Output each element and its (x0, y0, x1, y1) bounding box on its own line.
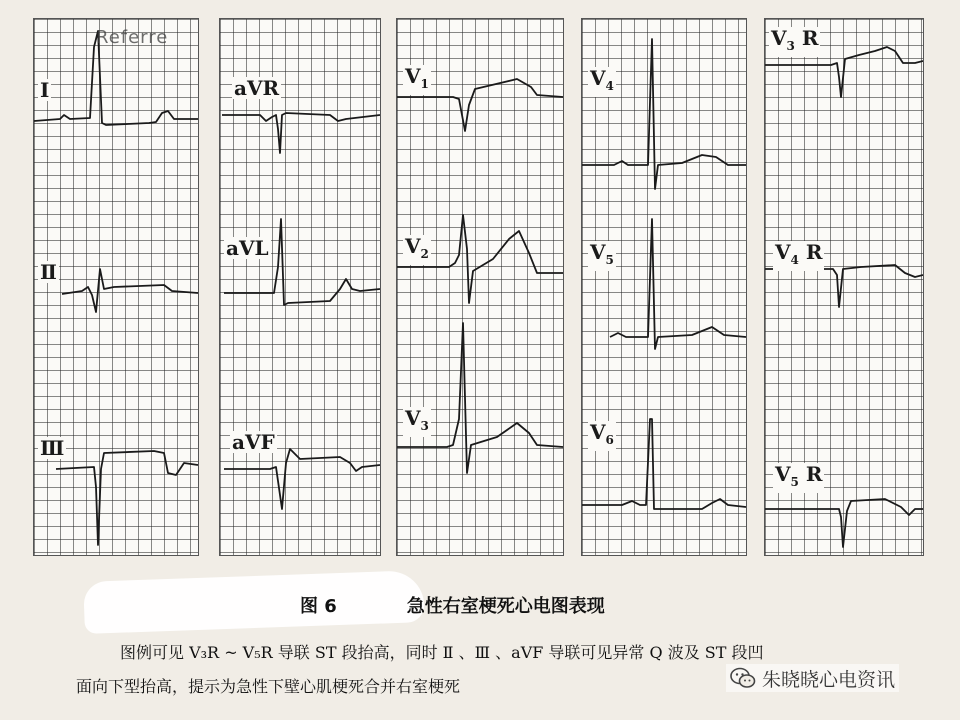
ecg-panel-precordial-1 (396, 18, 564, 556)
lead-label-V4: $V_4$ (588, 67, 616, 97)
trace-lead-aVL (224, 219, 380, 305)
lead-label-V5R: $V_5$ R (773, 463, 824, 493)
lead-label-V4R: $V_4$ R (773, 241, 824, 271)
ecg-panel-augmented (219, 18, 381, 556)
lead-label-aVR: aVR (234, 76, 280, 100)
trace-lead-V3 (397, 323, 563, 473)
lead-label-aVL: aVL (226, 236, 269, 260)
lead-label-III: Ⅲ (40, 436, 65, 460)
lead-label-V2: $V_2$ (403, 235, 431, 265)
trace-lead-II (62, 269, 198, 312)
ecg-traces-v4-v6 (582, 19, 746, 555)
ecg-traces-standard (34, 19, 198, 555)
lead-label-V6: $V_6$ (588, 421, 616, 451)
lead-label-II: Ⅱ (40, 260, 57, 284)
lead-label-V3R: $V_3$ R (769, 27, 820, 57)
trace-lead-III (56, 451, 198, 545)
caption-line-2: 面向下型抬高，提示为急性下壁心肌梗死合并右室梗死 (76, 677, 461, 696)
watermark-text: Referre (96, 27, 169, 48)
ecg-panel-precordial-2 (581, 18, 747, 556)
figure-title-text: 急性右室梗死心电图表现 (406, 596, 605, 617)
account-name: 朱晓晓心电资讯 (762, 668, 896, 691)
ecg-panel-right-chest (764, 18, 924, 556)
figure-title (300, 592, 605, 618)
trace-lead-aVF (224, 449, 380, 509)
caption-line-1: 图例可见 V₃R ~ V₅R 导联 ST 段抬高，同时 Ⅱ 、Ⅲ 、aVF 导联可见异常 Q 波及 ST 段凹 (120, 643, 764, 662)
account-watermark (726, 664, 899, 692)
lead-label-V3: $V_3$ (403, 407, 431, 437)
lead-label-V5: $V_5$ (588, 241, 616, 271)
trace-lead-V4R (765, 265, 923, 307)
ecg-panel-limb-standard (33, 18, 199, 556)
lead-label-aVF: aVF (232, 430, 275, 454)
trace-lead-V5R (765, 499, 923, 547)
trace-lead-aVR (222, 113, 380, 153)
wechat-icon (730, 667, 756, 689)
lead-label-I: Ⅰ (40, 78, 50, 102)
trace-lead-V4 (582, 39, 746, 189)
lead-label-V1: $V_1$ (403, 65, 431, 95)
trace-lead-V5 (610, 219, 746, 349)
figure-label: 图 6 (300, 596, 337, 617)
ecg-traces-v1-v3 (397, 19, 563, 555)
